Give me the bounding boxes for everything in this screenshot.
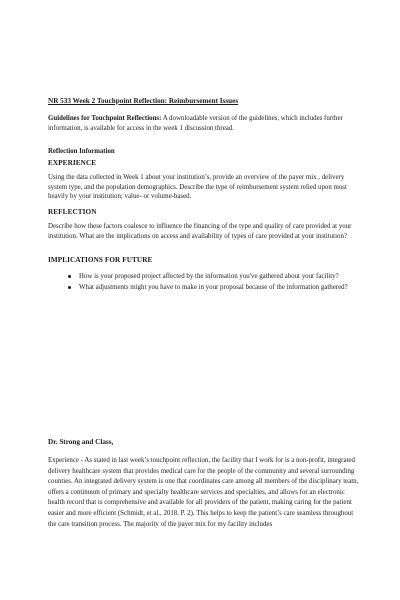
bullet-icon (68, 275, 71, 278)
body-paragraph: Experience - As stated in last week’s touchpoint reflection, the facility that I work for is a non-profit, integrated delivery healthcare system that provides medical care for the people of the community and several surrounding counties. An integrated delivery system is one that coordinates care among all members of the disciplinary team, offers a continuum of primary and specialty healthcare services and specialties, and allows for an electronic health record that is comprehensive and available for all providers of the patient, making caring for the patient easier and more efficient (Schmidt, et al., 2018. P. 2). This helps to keep the patient’s care seamless throughout the care transition process. The majority of the payer mix for my facility includes (48, 457, 359, 528)
guidelines-label: Guidelines for Touchpoint Reflections: (48, 115, 162, 122)
reflection-information-heading: Reflection Information (48, 148, 115, 155)
list-item-text: How is your proposed project affected by the information you've gathered about your facility? (79, 273, 339, 280)
experience-heading: EXPERIENCE (48, 159, 97, 167)
greeting: Dr. Strong and Class, (48, 438, 114, 446)
experience-paragraph: Using the data collected in Week 1 about your institution’s, provide an overview of the payer mix , delivery system type, and the population demographics. Describe the type of reimbursement system relied upon most heavily by your institution; value- or volume-based. (48, 174, 347, 201)
bullet-icon (68, 286, 71, 289)
list-item-text: What adjustments might you have to make in your proposal because of the information gathered? (79, 283, 348, 291)
document-title: NR 533 Week 2 Touchpoint Reflection: Reimbursement Issues (48, 97, 239, 105)
implications-heading: IMPLICATIONS FOR FUTURE (48, 256, 153, 264)
list-item (68, 272, 360, 282)
implications-list (48, 272, 360, 292)
guidelines-paragraph (48, 114, 360, 134)
reflection-heading: REFLECTION (48, 208, 97, 216)
list-item (68, 283, 360, 293)
reflection-paragraph: Describe how these factors coalesce to influence the financing of the type and quality of care provided at your institution. What are the implications on access and availability of types of care provided at your institution? (48, 223, 352, 240)
guidelines-text: A downloadable version of the guidelines, which includes further information, is available for access in the week 1 discussion thread. (48, 115, 343, 132)
